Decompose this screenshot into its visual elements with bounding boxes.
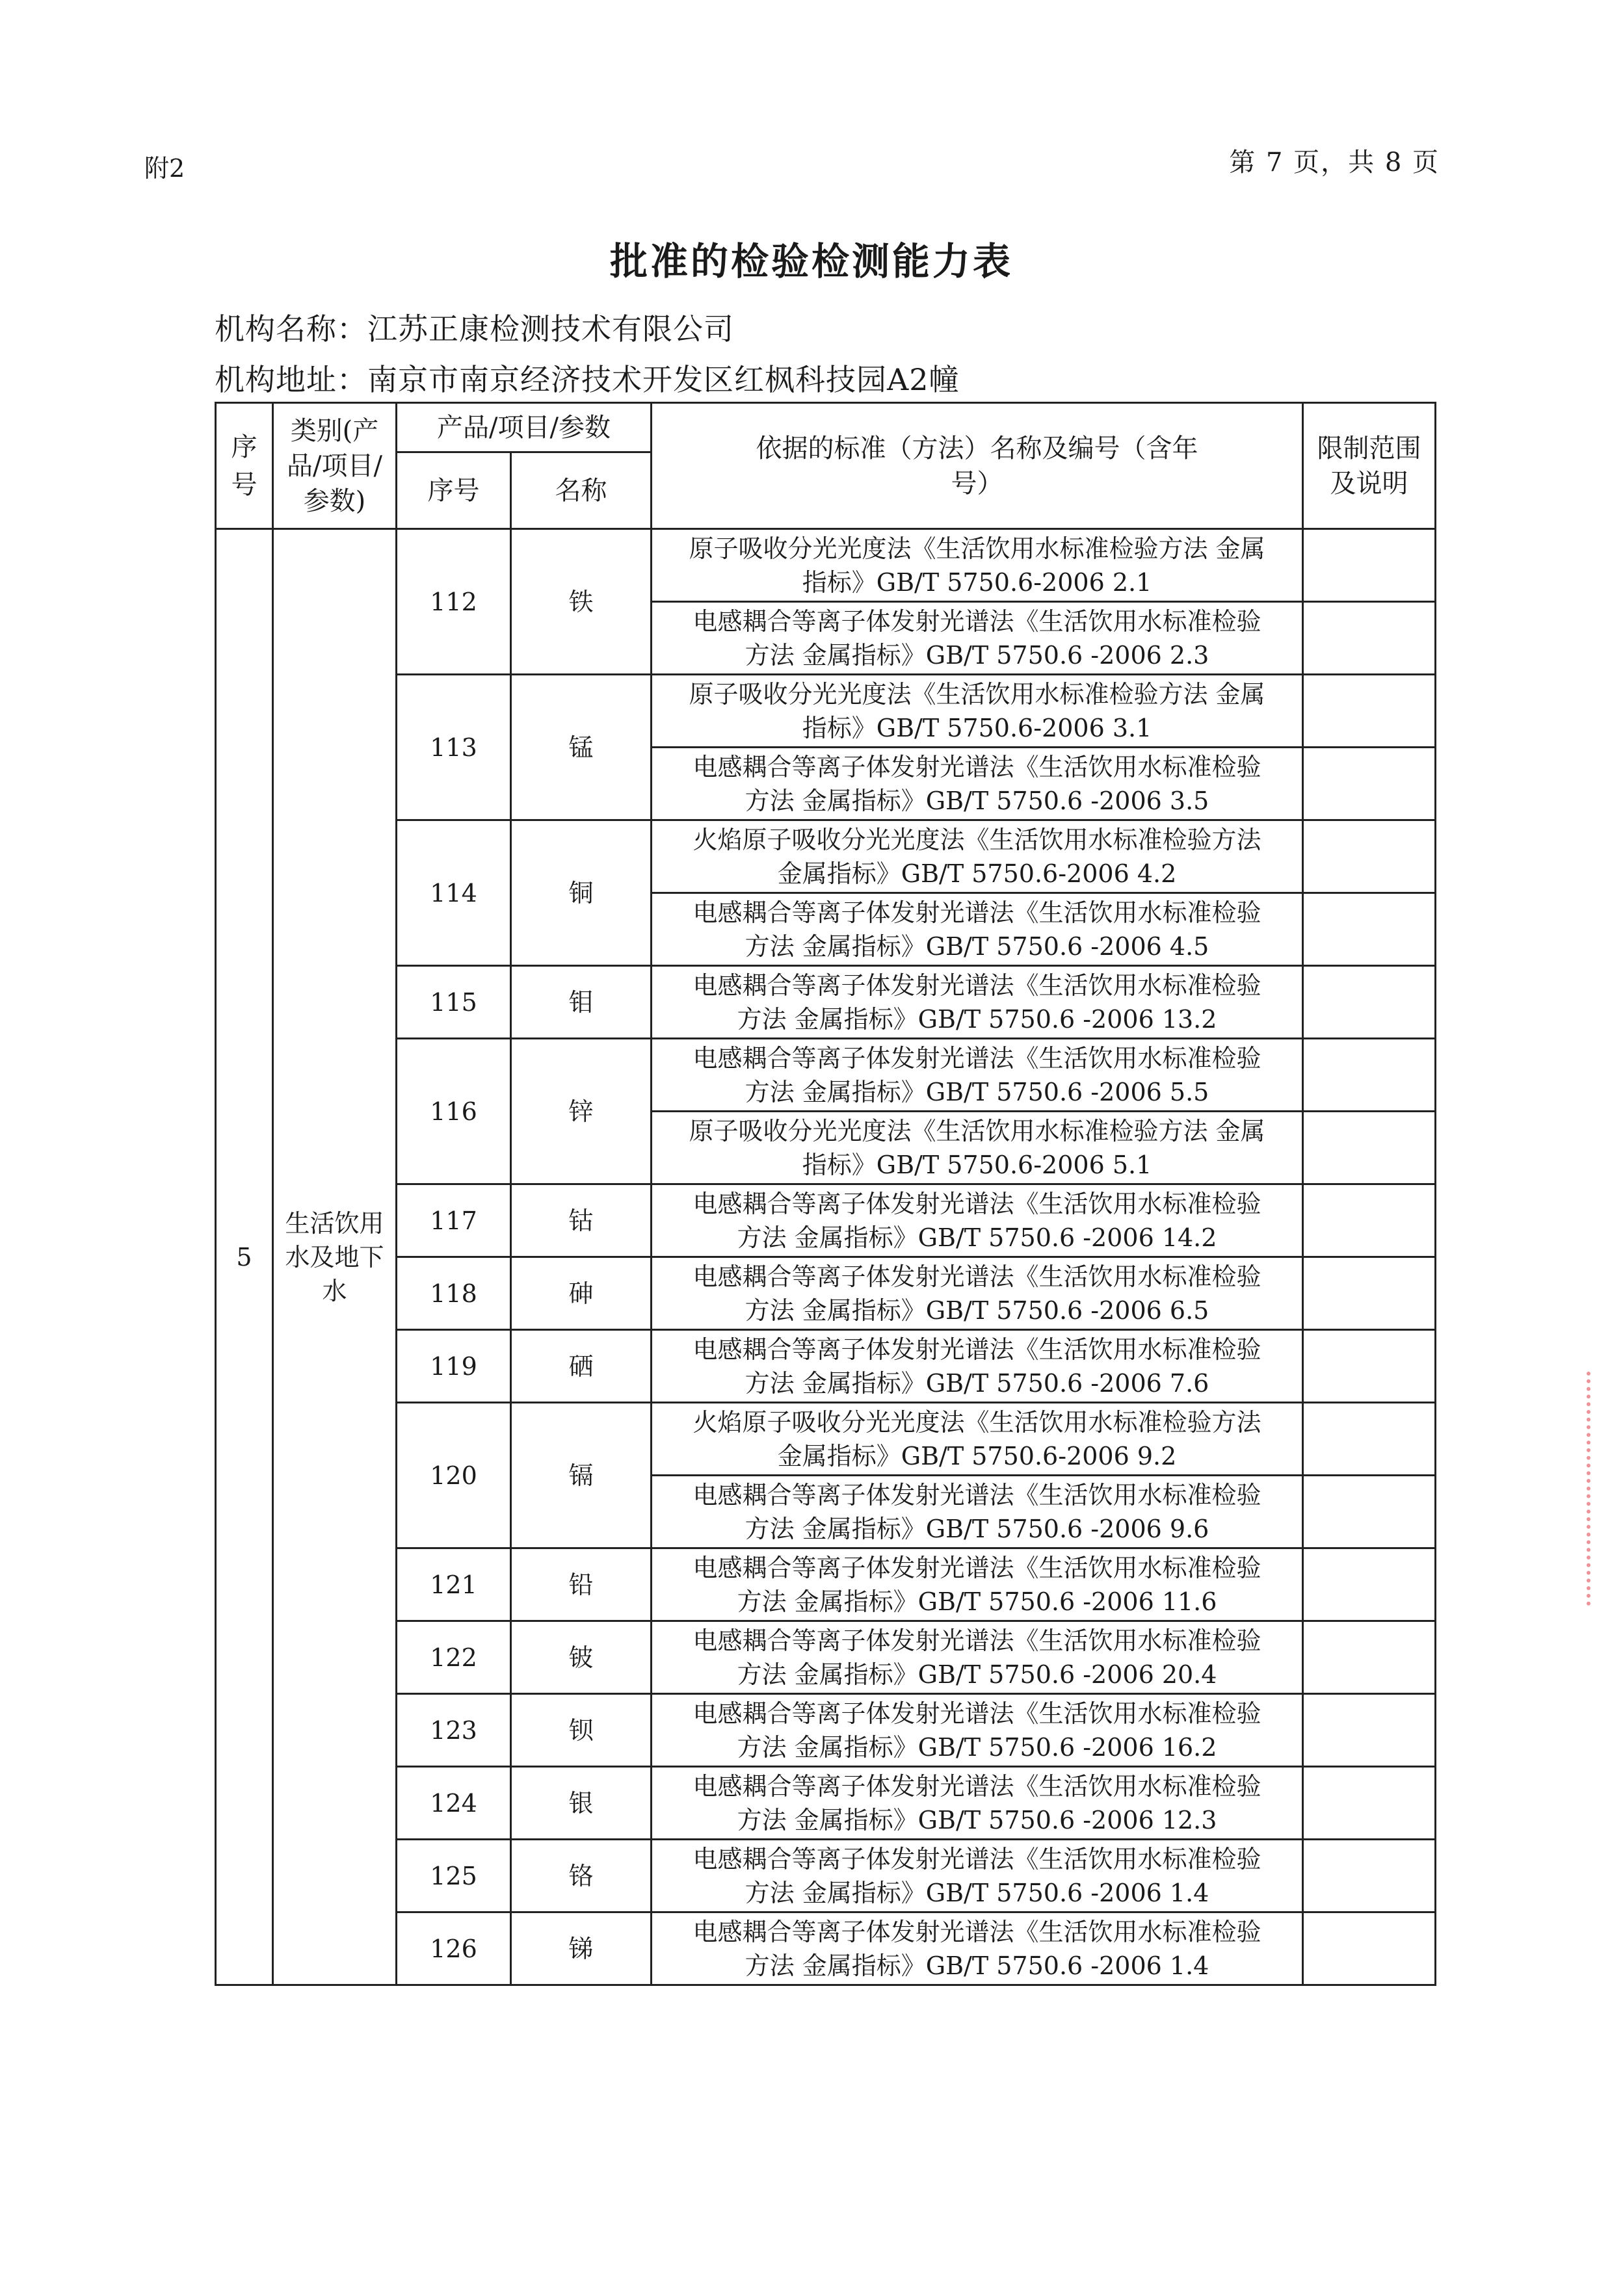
limits-cell — [1303, 1840, 1436, 1912]
table-row — [216, 1840, 1436, 1912]
standard-method-cell — [652, 1767, 1303, 1840]
standard-method-line2: 方法 金属指标》GB/T 5750.6 -2006 5.5 — [745, 1077, 1209, 1106]
standard-method-line1: 电感耦合等离子体发射光谱法《生活饮用水标准检验 — [693, 1335, 1261, 1364]
table-row — [216, 820, 1436, 893]
table-row — [216, 1039, 1436, 1112]
standard-method-line1: 原子吸收分光光度法《生活饮用水标准检验方法 金属 — [689, 1116, 1265, 1145]
table-row — [216, 529, 1436, 602]
standard-method-line2: 方法 金属指标》GB/T 5750.6 -2006 7.6 — [745, 1368, 1209, 1398]
item-name-cell: 硒 — [511, 1330, 652, 1403]
standard-method-line2: 金属指标》GB/T 5750.6-2006 4.2 — [777, 859, 1177, 888]
standard-method-line2: 方法 金属指标》GB/T 5750.6 -2006 3.5 — [745, 786, 1209, 815]
item-no-cell: 114 — [397, 820, 511, 966]
standard-method-cell — [652, 893, 1303, 966]
item-name-cell: 锰 — [511, 675, 652, 820]
group-category-cell — [273, 529, 397, 1985]
table-row — [216, 1767, 1436, 1840]
header-seq: 序号 — [216, 403, 273, 529]
standard-method-line1: 原子吸收分光光度法《生活饮用水标准检验方法 金属 — [689, 679, 1265, 709]
header-limits: 限制范围及说明 — [1303, 403, 1436, 529]
standard-method-line1: 电感耦合等离子体发射光谱法《生活饮用水标准检验 — [693, 1844, 1261, 1873]
institution-name: 机构名称：江苏正康检测技术有限公司 — [215, 311, 734, 346]
item-no-cell: 122 — [397, 1621, 511, 1694]
table-row — [216, 1330, 1436, 1403]
standard-method-line2: 指标》GB/T 5750.6-2006 3.1 — [802, 713, 1152, 742]
item-name-cell: 锑 — [511, 1912, 652, 1985]
standard-method-cell — [652, 1330, 1303, 1403]
item-name-cell: 钡 — [511, 1694, 652, 1767]
page-indicator: 第 7 页，共 8 页 — [1229, 148, 1440, 177]
item-no-cell: 123 — [397, 1694, 511, 1767]
item-no-cell: 117 — [397, 1184, 511, 1257]
item-no-cell: 124 — [397, 1767, 511, 1840]
item-no-cell: 126 — [397, 1912, 511, 1985]
standard-method-cell — [652, 1694, 1303, 1767]
item-name-cell: 铍 — [511, 1621, 652, 1694]
standard-method-line1: 电感耦合等离子体发射光谱法《生活饮用水标准检验 — [693, 1189, 1261, 1218]
standard-method-line1: 原子吸收分光光度法《生活饮用水标准检验方法 金属 — [689, 534, 1265, 563]
standard-method-line2: 方法 金属指标》GB/T 5750.6 -2006 2.3 — [745, 640, 1209, 670]
item-name-cell: 铜 — [511, 820, 652, 966]
attachment-label: 附2 — [144, 154, 185, 183]
item-name-cell: 铅 — [511, 1548, 652, 1621]
standard-method-line1: 电感耦合等离子体发射光谱法《生活饮用水标准检验 — [693, 1262, 1261, 1291]
item-no-cell: 115 — [397, 966, 511, 1039]
standard-method-line2: 指标》GB/T 5750.6-2006 5.1 — [802, 1150, 1152, 1179]
item-name-cell: 镉 — [511, 1403, 652, 1548]
standard-method-line1: 电感耦合等离子体发射光谱法《生活饮用水标准检验 — [693, 1626, 1261, 1655]
seal-edge-mark — [1587, 1372, 1607, 1606]
limits-cell — [1303, 893, 1436, 966]
standard-method-line1: 电感耦合等离子体发射光谱法《生活饮用水标准检验 — [693, 1480, 1261, 1509]
standard-method-line1: 电感耦合等离子体发射光谱法《生活饮用水标准检验 — [693, 1771, 1261, 1801]
limits-cell — [1303, 602, 1436, 675]
header-item-name: 名称 — [511, 452, 652, 529]
item-name-cell: 钼 — [511, 966, 652, 1039]
limits-cell — [1303, 1330, 1436, 1403]
standard-method-line2: 方法 金属指标》GB/T 5750.6 -2006 1.4 — [745, 1878, 1209, 1907]
standard-method-line2: 方法 金属指标》GB/T 5750.6 -2006 11.6 — [737, 1587, 1217, 1616]
item-no-cell: 118 — [397, 1257, 511, 1330]
limits-cell — [1303, 1112, 1436, 1184]
standard-method-line1: 电感耦合等离子体发射光谱法《生活饮用水标准检验 — [693, 1553, 1261, 1582]
standard-method-line2: 方法 金属指标》GB/T 5750.6 -2006 12.3 — [737, 1805, 1217, 1834]
group-category-label: 生活饮用水及地下水 — [285, 1208, 384, 1305]
standard-method-cell — [652, 1476, 1303, 1548]
standard-method-line1: 电感耦合等离子体发射光谱法《生活饮用水标准检验 — [693, 607, 1261, 636]
header-category: 类别(产品/项目/参数) — [273, 403, 397, 529]
table-row — [216, 966, 1436, 1039]
header-product-group: 产品/项目/参数 — [397, 403, 652, 452]
item-name-cell: 砷 — [511, 1257, 652, 1330]
standard-method-cell — [652, 966, 1303, 1039]
standard-method-line1: 电感耦合等离子体发射光谱法《生活饮用水标准检验 — [693, 971, 1261, 1000]
item-name-cell: 银 — [511, 1767, 652, 1840]
standard-method-cell — [652, 529, 1303, 602]
standard-method-line2: 方法 金属指标》GB/T 5750.6 -2006 4.5 — [745, 932, 1209, 961]
limits-cell — [1303, 748, 1436, 820]
table-row — [216, 1694, 1436, 1767]
limits-cell — [1303, 1548, 1436, 1621]
item-no-cell: 125 — [397, 1840, 511, 1912]
item-name-cell: 钴 — [511, 1184, 652, 1257]
standard-method-line1: 电感耦合等离子体发射光谱法《生活饮用水标准检验 — [693, 752, 1261, 781]
standard-method-line2: 方法 金属指标》GB/T 5750.6 -2006 20.4 — [737, 1660, 1217, 1689]
limits-cell — [1303, 1476, 1436, 1548]
limits-cell — [1303, 675, 1436, 748]
standard-method-line1: 电感耦合等离子体发射光谱法《生活饮用水标准检验 — [693, 1917, 1261, 1946]
limits-cell — [1303, 1184, 1436, 1257]
item-no-cell: 116 — [397, 1039, 511, 1184]
item-name-cell: 铁 — [511, 529, 652, 675]
header-standard: 依据的标准（方法）名称及编号（含年号） — [652, 403, 1303, 529]
page-title: 批准的检验检测能力表 — [609, 239, 1013, 283]
item-no-cell: 113 — [397, 675, 511, 820]
standard-method-line2: 金属指标》GB/T 5750.6-2006 9.2 — [777, 1441, 1177, 1470]
standard-method-line1: 电感耦合等离子体发射光谱法《生活饮用水标准检验 — [693, 1699, 1261, 1728]
limits-cell — [1303, 1621, 1436, 1694]
limits-cell — [1303, 820, 1436, 893]
capability-table — [215, 402, 1436, 1986]
table-row — [216, 675, 1436, 748]
standard-method-cell — [652, 1548, 1303, 1621]
standard-method-line1: 电感耦合等离子体发射光谱法《生活饮用水标准检验 — [693, 1043, 1261, 1073]
table-row — [216, 1184, 1436, 1257]
standard-method-cell — [652, 1112, 1303, 1184]
table-row — [216, 1621, 1436, 1694]
table-row — [216, 1912, 1436, 1985]
standard-method-line2: 方法 金属指标》GB/T 5750.6 -2006 16.2 — [737, 1732, 1217, 1762]
item-no-cell: 112 — [397, 529, 511, 675]
limits-cell — [1303, 1257, 1436, 1330]
standard-method-cell — [652, 602, 1303, 675]
item-name-cell: 锌 — [511, 1039, 652, 1184]
standard-method-cell — [652, 1840, 1303, 1912]
limits-cell — [1303, 1403, 1436, 1476]
institution-address: 机构地址：南京市南京经济技术开发区红枫科技园A2幢 — [215, 362, 960, 397]
standard-method-cell — [652, 1039, 1303, 1112]
standard-method-line2: 方法 金属指标》GB/T 5750.6 -2006 13.2 — [737, 1004, 1217, 1034]
item-name-cell: 铬 — [511, 1840, 652, 1912]
limits-cell — [1303, 1039, 1436, 1112]
standard-method-line2: 指标》GB/T 5750.6-2006 2.1 — [802, 567, 1152, 597]
standard-method-cell — [652, 1621, 1303, 1694]
standard-method-cell — [652, 748, 1303, 820]
limits-cell — [1303, 1694, 1436, 1767]
table-row — [216, 1257, 1436, 1330]
item-no-cell: 120 — [397, 1403, 511, 1548]
limits-cell — [1303, 966, 1436, 1039]
standard-method-cell — [652, 820, 1303, 893]
limits-cell — [1303, 529, 1436, 602]
header-item-no: 序号 — [397, 452, 511, 529]
standard-method-line2: 方法 金属指标》GB/T 5750.6 -2006 14.2 — [737, 1223, 1217, 1252]
item-no-cell: 121 — [397, 1548, 511, 1621]
standard-method-line2: 方法 金属指标》GB/T 5750.6 -2006 6.5 — [745, 1296, 1209, 1325]
limits-cell — [1303, 1912, 1436, 1985]
standard-method-line1: 火焰原子吸收分光光度法《生活饮用水标准检验方法 — [693, 825, 1261, 854]
standard-method-cell — [652, 1912, 1303, 1985]
standard-method-cell — [652, 675, 1303, 748]
table-row — [216, 1403, 1436, 1476]
standard-method-line1: 电感耦合等离子体发射光谱法《生活饮用水标准检验 — [693, 898, 1261, 927]
table-row — [216, 1548, 1436, 1621]
standard-method-cell — [652, 1184, 1303, 1257]
standard-method-cell — [652, 1257, 1303, 1330]
item-no-cell: 119 — [397, 1330, 511, 1403]
group-seq-cell: 5 — [216, 529, 273, 1985]
standard-method-line2: 方法 金属指标》GB/T 5750.6 -2006 9.6 — [745, 1514, 1209, 1543]
standard-method-cell — [652, 1403, 1303, 1476]
standard-method-line2: 方法 金属指标》GB/T 5750.6 -2006 1.4 — [745, 1951, 1209, 1980]
standard-method-line1: 火焰原子吸收分光光度法《生活饮用水标准检验方法 — [693, 1407, 1261, 1437]
limits-cell — [1303, 1767, 1436, 1840]
